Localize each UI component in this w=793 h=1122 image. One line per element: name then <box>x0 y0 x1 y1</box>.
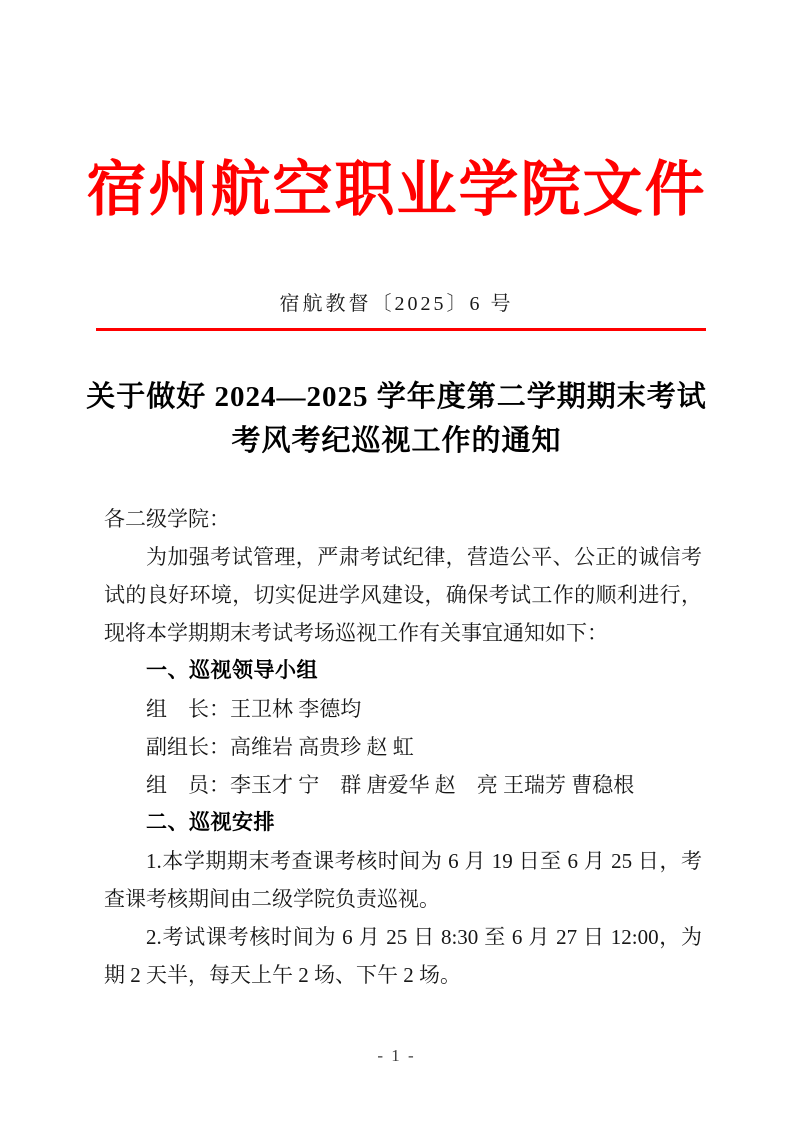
salutation: 各二级学院： <box>104 507 230 531</box>
letterhead-org-title: 宿州航空职业学院文件 <box>86 157 707 223</box>
section-heading-inspection-leading-group: 一、巡视领导小组 <box>146 659 318 682</box>
paragraph-arrangement-item2: 2.考试课考核时间为 6 月 25 日 8:30 至 6 月 27 日 12:00，为期 2 天半，每天上午 2 场、下午 2 场。 <box>104 925 702 987</box>
document-title-line2: 考风考纪巡视工作的通知 <box>231 425 562 457</box>
names-line-group-leader: 组 长：王卫林 李德均 <box>146 697 362 721</box>
names-line-members: 组 员：李玉才 宁 群 唐爱华 赵 亮 王瑞芳 曹稳根 <box>146 773 635 797</box>
names-line-deputy-leaders: 副组长：高维岩 高贵珍 赵 虹 <box>146 735 414 759</box>
paragraph-intro: 为加强考试管理，严肃考试纪律，营造公平、公正的诚信考试的良好环境，切实促进学风建设，确保考试工作的顺利进行，现将本学期期末考试考场巡视工作有关事宜通知如下： <box>104 545 702 645</box>
doc-reference-number: 宿航教督〔2025〕6 号 <box>279 293 514 315</box>
document-title-line1: 关于做好 2024—2025 学年度第二学期期末考试 <box>86 381 707 413</box>
page-number: - 1 - <box>377 1046 416 1065</box>
red-divider-line <box>96 328 706 331</box>
paragraph-arrangement-item1: 1.本学期期末考查课考核时间为 6 月 19 日至 6 月 25 日，考查课考核期间由二级学院负责巡视。 <box>104 849 702 911</box>
document-body <box>104 500 702 994</box>
document-title <box>0 375 793 463</box>
section-heading-inspection-arrangement: 二、巡视安排 <box>146 811 275 834</box>
